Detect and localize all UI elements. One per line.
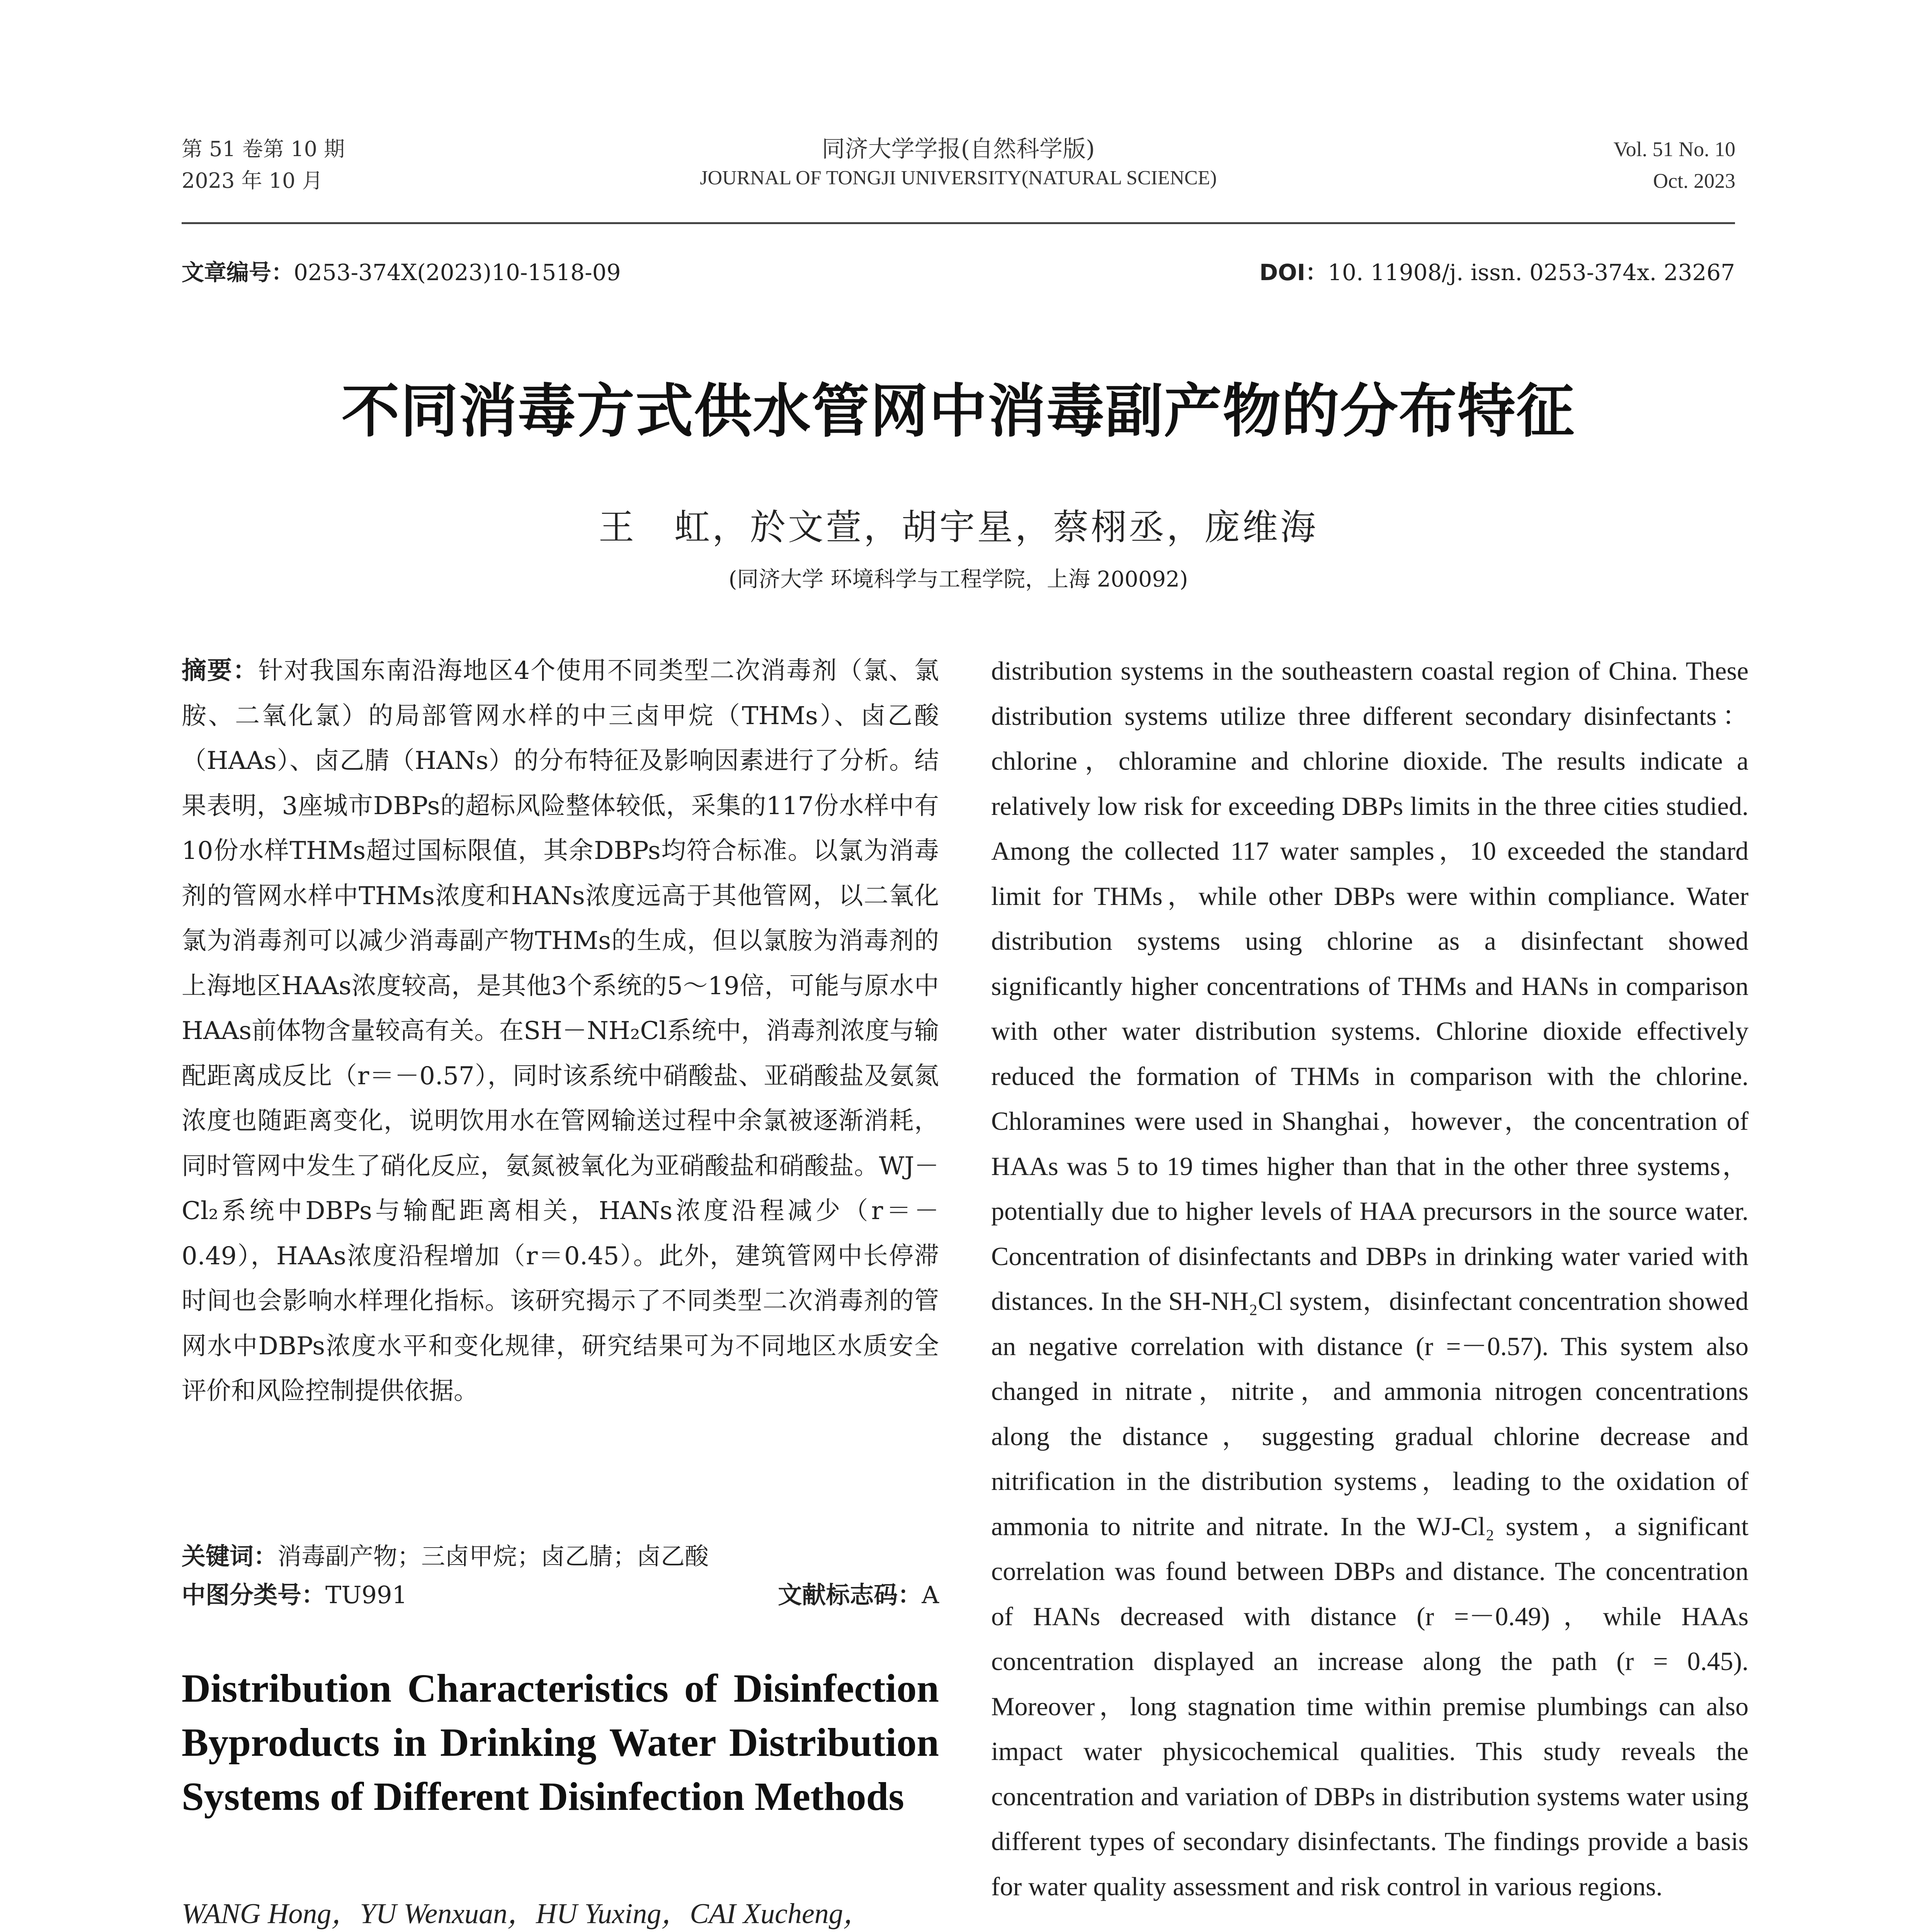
journal-name xyxy=(483,133,1434,191)
document-code xyxy=(778,1577,939,1614)
abstract-zh-label: 摘要： xyxy=(182,656,259,685)
classification-row xyxy=(182,1577,939,1614)
authors-en: WANG Hong，YU Wenxuan，HU Yuxing，CAI Xucheng， xyxy=(182,1898,872,1930)
article-meta xyxy=(182,255,1735,290)
issue-info-en xyxy=(1613,133,1735,197)
authors-zh: 王 虹，於文萱，胡宇星，蔡栩丞，庞维海 xyxy=(598,507,1318,548)
abstract-zh-text: 针对我国东南沿海地区4个使用不同类型二次消毒剂（氯、氯胺、二氧化氯）的局部管网水样的中三卤甲烷（THMs）、卤乙酸（HAAs）、卤乙腈（HANs）的分布特征及影响因素进行了分析。结果表明，3座城市DBPs的超标风险整体较低，采集的117份水样中有10份水样THMs超过国标限值，其余DBPs均符合标准。以氯为消毒剂的管网水样中THMs浓度和HANs浓度远高于其他管网，以二氧化氯为消毒剂可以减少消毒副产物THMs的生成，但以氯胺为消毒剂的上海地区HAAs浓度较高，是其他3个系统的5～19倍，可能与原水中HAAs前体物含量较高有关。在SH－NH₂Cl系统中，消毒剂浓度与输配距离成反比（r＝－0.57），同时该系统中硝酸盐、亚硝酸盐及氨氮浓度也随距离变化，说明饮用水在管网输送过程中余氯被逐渐消耗，同时管网中发生了硝化反应，氨氮被氧化为亚硝酸盐和硝酸盐。WJ－Cl₂系统中DBPs与输配距离相关，HANs浓度沿程减少（r＝－0.49），HAAs浓度沿程增加（r＝0.45）。此外，建筑管网中长停滞时间也会影响水样理化指标。该研究揭示了不同类型二次消毒剂的管网水中DBPs浓度水平和变化规律，研究结果可为不同地区水质安全评价和风险控制提供依据。 xyxy=(182,656,939,1405)
title-en: Distribution Characteristics of Disinfection Byproducts in Drinking Water Distribution Systems of Different Disinfection Methods xyxy=(182,1666,939,1819)
keywords-zh-text: 消毒副产物；三卤甲烷；卤乙腈；卤乙酸 xyxy=(277,1542,709,1570)
issue-date: 2023 年 10 月 xyxy=(182,168,323,193)
abstract-en-part2: distribution systems in the southeastern coastal region of China. These distribution systems utilize three different secondary disinfectants：chlorine，chloramine and chlorine dioxide. The results indicate a relatively low risk for exceeding DBPs limits in the three cities studied. Among the collected 117 water samples，10 exceeded the standard limit for THMs，while other DBPs were within compliance. Water distribution systems using chlorine as a disinfectant showed significantly higher concentrations of THMs and HANs in comparison with other water distribution systems. Chlorine dioxide effectively reduced the formation of THMs in comparison with the chlorine. Chloramines were used in Shanghai，however，the concentration of HAAs was 5 to 19 times higher than that in the other three systems，potentially due to higher levels of HAA precursors in the source water. Concentration of disinfectants and DBPs in drinking water varied with distances. In the SH-NH₂Cl system，disinfectant concentration showed an negative correlation with distance (r =－0.57). This system also changed in nitrate，nitrite，and ammonia nitrogen concentrations along the distance，suggesting gradual chlorine decrease and nitrification in the distribution systems，leading to the oxidation of ammonia to nitrite and nitrate. In the WJ-Cl₂ system，a significant correlation was found between DBPs and distance. The concentration of HANs decreased with distance (r =－0.49)，while HAAs concentration displayed an increase along the path (r = 0.45). Moreover，long stagnation time within premise plumbings can also impact water physicochemical qualities. This study reveals the concentration and variation of DBPs in distribution systems water using different types of secondary disinfectants. The findings provide a basis for water quality assessment and risk control in various regions. xyxy=(991,656,1749,1901)
issue-date-en: Oct. 2023 xyxy=(1653,169,1735,192)
header-rule xyxy=(182,222,1735,224)
keywords-zh-label: 关键词： xyxy=(182,1542,278,1570)
clc-label: 中图分类号： xyxy=(182,1581,326,1609)
journal-name-en: JOURNAL OF TONGJI UNIVERSITY(NATURAL SCIENCE) xyxy=(700,167,1217,189)
doi-value[interactable]: 10. 11908/j. issn. 0253-374x. 23267 xyxy=(1328,259,1735,286)
document-code-label: 文献标志码： xyxy=(778,1581,922,1609)
issue-info xyxy=(182,133,345,197)
issue-volume-en: Vol. 51 No. 10 xyxy=(1613,138,1735,161)
affiliation-zh: (同济大学 环境科学与工程学院，上海 200092) xyxy=(728,567,1188,592)
issue-volume: 第 51 卷第 10 期 xyxy=(182,137,345,161)
clc-code xyxy=(182,1577,407,1614)
article-number xyxy=(182,255,621,290)
article-number-label: 文章编号： xyxy=(182,259,294,286)
article-number-value: 0253-374X(2023)10-1518-09 xyxy=(294,259,621,286)
journal-name-zh: 同济大学学报(自然科学版) xyxy=(822,136,1095,163)
document-code-value: A xyxy=(922,1581,939,1609)
keywords-zh xyxy=(182,1538,939,1575)
doi-label: DOI： xyxy=(1259,259,1328,286)
page-title: 不同消毒方式供水管网中消毒副产物的分布特征 xyxy=(341,378,1575,445)
abstract-zh xyxy=(182,648,939,1414)
clc-value: TU991 xyxy=(325,1581,407,1609)
doi xyxy=(1259,255,1735,290)
